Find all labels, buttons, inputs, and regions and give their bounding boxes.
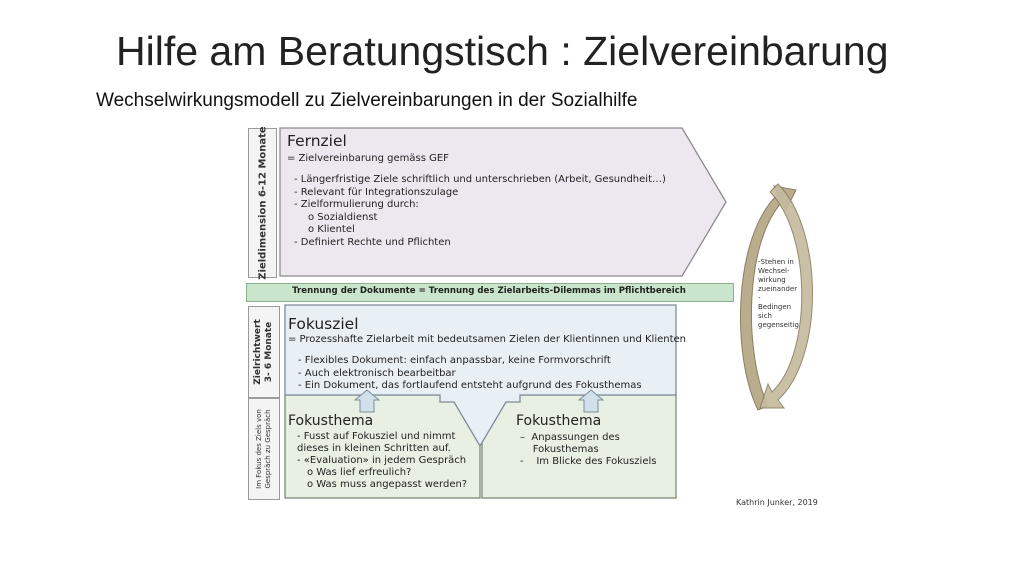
side-label-line: Gespräch zu Gespräch	[264, 409, 272, 489]
fokusthema-side-label-text	[255, 409, 273, 489]
fokusthema-left-list	[297, 431, 467, 491]
fokusthema-left-item: dieses in kleinen Schritten auf.	[297, 443, 451, 454]
fernziel-item: - Definiert Rechte und Pflichten	[294, 236, 451, 248]
side-label-line: Im Fokus des Ziels von	[255, 409, 263, 489]
fernziel-item: - Längerfristige Ziele schriftlich und unterschrieben (Arbeit, Gesundheit…)	[294, 174, 666, 185]
credit-text: Kathrin Junker, 2019	[736, 498, 818, 507]
fokusthema-left-item: - «Evaluation» in jedem Gespräch	[297, 455, 467, 466]
fokusthema-left-item: o Was lief erfreulich?	[307, 467, 412, 478]
cycle-text-line: zueinander	[758, 285, 798, 293]
fokusthema-left-title: Fokusthema	[288, 413, 374, 429]
slide-subtitle: Wechselwirkungsmodell zu Zielvereinbarungen in der Sozialhilfe	[96, 90, 638, 111]
fernziel-item: - Relevant für Integrationszulage	[294, 186, 459, 198]
side-label-line: 3- 6 Monate	[264, 321, 274, 383]
cycle-text-line: wirkung	[758, 276, 786, 284]
fernziel-item: o Klientel	[308, 224, 355, 235]
slide-title: Hilfe am Beratungstisch : Zielvereinbarung	[116, 28, 889, 74]
cycle-text-line: Bedingen	[758, 303, 792, 311]
fokusziel-item: - Flexibles Dokument: einfach anpassbar, keine Formvorschrift	[298, 355, 611, 366]
cycle-text-line: gegenseitig	[758, 321, 799, 329]
cycle-text-line: -Stehen in	[758, 258, 794, 266]
fokusthema-left-item: o Was muss angepasst werden?	[307, 479, 468, 490]
cycle-text-line: -	[758, 294, 761, 302]
cycle-text	[758, 258, 818, 330]
fokusziel-definition: = Prozesshafte Zielarbeit mit bedeutsamen Zielen der Klientinnen und Klienten	[288, 334, 686, 345]
fokusthema-right-item: - Im Blicke des Fokusziels	[520, 456, 657, 467]
fernziel-definition: = Zielvereinbarung gemäss GEF	[287, 153, 449, 164]
fokusthema-right-list	[520, 432, 656, 468]
fokusthema-right-item: – Anpassungen des	[520, 432, 620, 443]
cycle-text-line: Wechsel-	[758, 267, 790, 275]
fokusziel-list	[298, 355, 642, 393]
fernziel-title: Fernziel	[287, 132, 347, 150]
fokusziel-side-label	[248, 306, 280, 398]
fernziel-item: o Sozialdienst	[308, 211, 378, 223]
fokusziel-title: Fokusziel	[288, 315, 359, 333]
fokusziel-side-label-text	[253, 319, 275, 385]
fernziel-list	[294, 174, 666, 249]
fokusziel-item: - Auch elektronisch bearbeitbar	[298, 367, 456, 379]
fokusthema-right-item: Fokusthemas	[520, 444, 599, 455]
separator-text: Trennung der Dokumente = Trennung des Zielarbeits-Dilemmas im Pflichtbereich	[292, 286, 686, 296]
cycle-text-line: sich	[758, 312, 772, 320]
fokusthema-left-item: - Fusst auf Fokusziel und nimmt	[297, 431, 456, 442]
fernziel-item: - Zielformulierung durch:	[294, 199, 419, 210]
fokusthema-right-title: Fokusthema	[516, 413, 602, 429]
fokusthema-side-label	[248, 398, 280, 500]
side-label-line: Zielrichtwert	[253, 319, 263, 385]
fernziel-side-label	[248, 128, 277, 278]
fernziel-side-label-text: Zieldimension 6-12 Monate	[257, 126, 268, 280]
fokusziel-item: - Ein Dokument, das fortlaufend entsteht aufgrund des Fokusthemas	[298, 380, 642, 391]
